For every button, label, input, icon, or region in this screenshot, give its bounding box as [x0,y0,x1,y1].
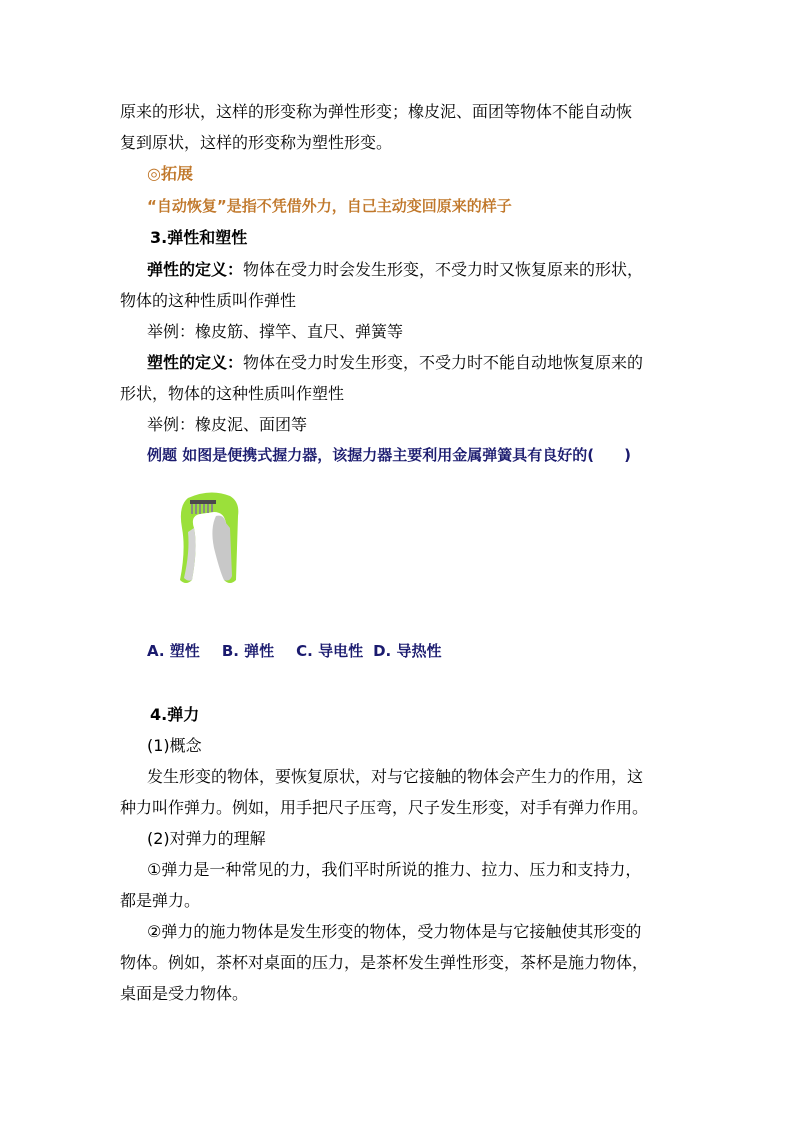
paragraph-line: 发生形变的物体，要恢复原状，对与它接触的物体会产生力的作用，这 [147,767,644,786]
option-c: C. 导电性 [296,642,364,660]
plasticity-text: 物体在受力时发生形变，不受力时不能自动地恢复原来的 [243,353,644,372]
section-4-title: 4.弹力 [150,705,200,724]
example-question: 例题 如图是便携式握力器，该握力器主要利用金属弹簧具有良好的( ) [147,446,631,464]
elasticity-definition [147,259,643,281]
paragraph-line: 种力叫作弹力。例如，用手把尺子压弯，尺子发生形变，对手有弹力作用。 [120,798,649,817]
answer-options [147,640,441,662]
paragraph-line: 都是弹力。 [120,891,201,910]
option-a: A. 塑性 [147,642,200,660]
elasticity-label: 弹性的定义： [147,260,244,279]
paragraph-line: 桌面是受力物体。 [120,984,249,1003]
section-3-title: 3.弹性和塑性 [150,228,248,247]
plasticity-label: 塑性的定义： [147,353,244,372]
option-d: D. 导热性 [373,642,442,660]
paragraph-line: 形状，物体的这种性质叫作塑性 [120,384,345,403]
elasticity-text: 物体在受力时会发生形变，不受力时又恢复原来的形状， [243,260,644,279]
paragraph-line: ②弹力的施力物体是发生形变的物体，受力物体是与它接触使其形变的 [147,922,642,941]
paragraph-line: 物体的这种性质叫作弹性 [120,291,297,310]
paragraph-line: ①弹力是一种常见的力，我们平时所说的推力、拉力、压力和支持力， [147,860,642,879]
option-b: B. 弹性 [221,642,275,660]
plasticity-example: 举例：橡皮泥、面团等 [147,415,308,434]
hand-gripper-image [170,488,245,588]
elasticity-example: 举例：橡皮筋、撑竿、直尺、弹簧等 [147,322,404,341]
extension-text: “自动恢复”是指不凭借外力，自己主动变回原来的样子 [147,197,512,215]
understanding-heading: (2)对弹力的理解 [147,829,266,848]
extension-heading: ◎拓展 [147,164,193,183]
gripper-spring-bar [190,500,216,504]
paragraph-line: 复到原状，这样的形变称为塑性形变。 [120,133,393,152]
plasticity-definition [147,352,643,374]
paragraph-line: 物体。例如，茶杯对桌面的压力，是茶杯发生弹性形变，茶杯是施力物体， [120,953,649,972]
concept-heading: (1)概念 [147,736,202,755]
paragraph-line: 原来的形状，这样的形变称为弹性形变；橡皮泥、面团等物体不能自动恢 [120,102,633,121]
